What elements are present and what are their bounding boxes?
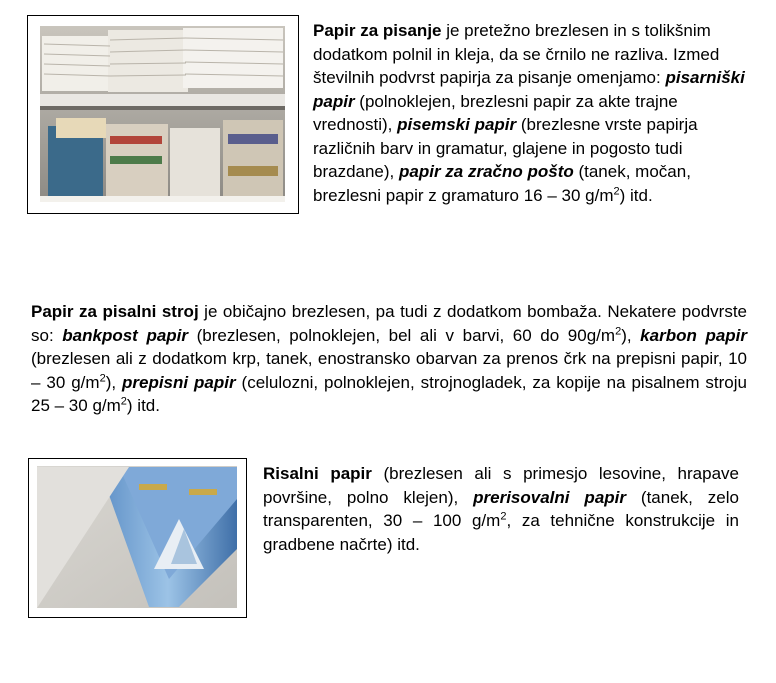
term-bold-italic: prepisni papir: [122, 372, 236, 392]
drawing-paper-paragraph: [263, 462, 739, 556]
body-text: (brezlesen ali s primesjo lesovine, hrapave površine, polno klejen),: [263, 464, 739, 507]
drawing-paper-photo: [28, 458, 247, 618]
body-text: ),: [105, 372, 122, 392]
term-bold: Papir za pisanje: [313, 21, 442, 40]
body-text: (brezlesne vrste papirja različnih barv in gramatur, glajene in pogosto tudi brazdane),: [313, 115, 698, 181]
body-text: (brezlesen, polnoklejen, bel ali v barvi, 60 do 90g/m: [188, 325, 616, 345]
body-text: (celulozni, polnoklejen, strojnogladek, za kopije na pisalnem stroju 25 – 30 g/m: [31, 372, 747, 415]
term-bold-italic: prerisovalni papir: [473, 487, 626, 507]
superscript: 2: [613, 184, 620, 197]
paper-stacks-illustration: [28, 16, 297, 212]
term-bold-italic: karbon papir: [640, 325, 748, 345]
superscript: 2: [120, 395, 127, 408]
typewriter-paper-paragraph: [31, 300, 747, 418]
body-text: , za tehnične konstrukcije in gradbene načrte) itd.: [263, 511, 739, 554]
body-text: ) itd.: [619, 185, 653, 205]
body-text: je običajno brezlesen, pa tudi z dodatkom bombaža. Nekatere podvrste so:: [31, 302, 747, 345]
term-bold-italic: papir za zračno pošto: [399, 162, 574, 181]
drawing-paper-illustration: [29, 459, 245, 616]
paper-stacks-photo: [27, 15, 299, 214]
body-text: (polnoklejen, brezlesni papir za akte trajne vrednosti),: [313, 91, 678, 134]
superscript: 2: [99, 371, 106, 384]
body-text: (brezlesen ali z dodatkom krp, tanek, enostransko obarvan za prenos črk na prepisni papir, 10 – 30 g/m: [31, 349, 747, 392]
term-bold: Papir za pisalni stroj: [31, 302, 199, 321]
body-text: ) itd.: [126, 396, 160, 415]
body-text: je pretežno brezlesen in s tolikšnim dodatkom polnil in kleja, da se črnilo ne razliva. Izmed številnih podvrst papirja za pisanje omenjamo:: [313, 21, 720, 87]
body-text: (tanek, močan, brezlesni papir z gramaturo 16 – 30 g/m: [313, 162, 691, 205]
term-bold-italic: pisarniški papir: [313, 68, 745, 111]
body-text: ),: [621, 325, 641, 345]
body-text: (tanek, zelo transparenten, 30 – 100 g/m: [263, 487, 739, 530]
superscript: 2: [615, 324, 622, 337]
superscript: 2: [500, 510, 507, 523]
term-bold: Risalni papir: [263, 464, 372, 483]
term-bold-italic: bankpost papir: [62, 325, 189, 345]
term-bold-italic: pisemski papir: [397, 115, 517, 134]
writing-paper-paragraph: [313, 19, 753, 207]
